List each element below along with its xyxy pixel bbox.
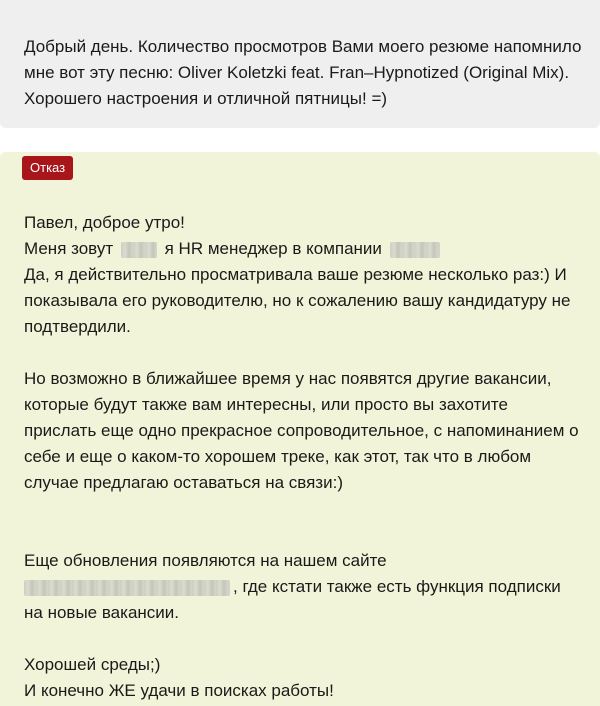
intro-middle: я HR менеджер в компании (164, 239, 382, 258)
reply-line: на новые вакансии. (24, 603, 180, 622)
blank-line (24, 496, 584, 522)
reply-closing: И конечно ЖЕ удачи в поисках работы! (24, 681, 334, 700)
reply-line: подтвердили. (24, 317, 131, 336)
reply-line: себе и еще о каком-то хорошем треке, как этот, так что в любом (24, 447, 532, 466)
updates-after-link: , где кстати также есть функция подписки (233, 577, 561, 596)
reply-line: показывала его руководителю, но к сожалению вашу кандидатуру не (24, 291, 571, 310)
reply-updates-link-line (24, 574, 584, 600)
reply-line: Но возможно в ближайшее время у нас появятся другие вакансии, (24, 369, 552, 388)
intro-before: Меня зовут (24, 239, 114, 258)
reply-line: которые будут также вам интересны, или просто вы захотите (24, 395, 508, 414)
outgoing-line: Добрый день. Количество просмотров Вами моего резюме напомнило (24, 37, 582, 56)
reply-intro (24, 236, 584, 262)
outgoing-line: Хорошего настроения и отличной пятницы! =) (24, 89, 388, 108)
reply-updates: Еще обновления появляются на нашем сайте (24, 551, 387, 570)
blank-line (24, 340, 584, 366)
reply-line: Да, я действительно просматривала ваше резюме несколько раз:) И (24, 265, 567, 284)
reply-line: случае предлагаю оставаться на связи:) (24, 473, 343, 492)
outgoing-line: мне вот эту песню: Oliver Koletzki feat. Fran–Hypnotized (Original Mix). (24, 63, 570, 82)
outgoing-message-text (24, 34, 582, 112)
blank-line (24, 626, 584, 652)
blank-line (24, 522, 584, 548)
reply-message (0, 152, 600, 706)
reply-line: прислать еще одно прекрасное сопроводительное, с напоминанием о (24, 421, 579, 440)
status-badge: Отказ (22, 156, 73, 180)
redacted-site-link[interactable] (24, 580, 230, 596)
reply-message-text (24, 210, 584, 704)
reply-greeting: Павел, доброе утро! (24, 213, 185, 232)
redacted-name (121, 242, 157, 258)
reply-closing: Хорошей среды;) (24, 655, 161, 674)
redacted-company (390, 242, 440, 258)
outgoing-message (0, 0, 600, 128)
